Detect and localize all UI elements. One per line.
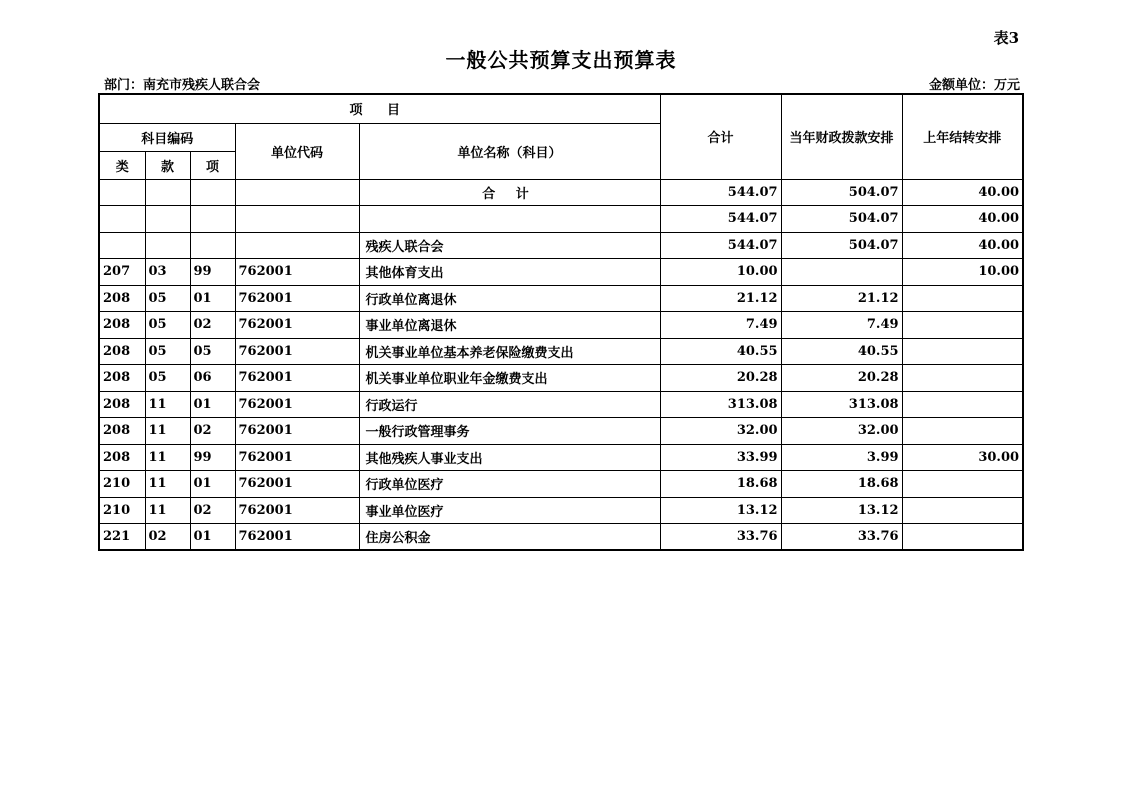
cell-unit-code: 762001: [235, 524, 359, 551]
cell-total: 33.99: [660, 444, 781, 471]
cell-total: 40.55: [660, 338, 781, 365]
cell-xiang: [190, 179, 235, 206]
header-item: 项 目: [99, 94, 660, 123]
cell-kuan: 11: [145, 471, 190, 498]
cell-unit-name: 合 计: [359, 179, 660, 206]
cell-xiang: [190, 206, 235, 233]
header-unit-name: 单位名称（科目）: [359, 123, 660, 179]
cell-lei: 210: [99, 471, 145, 498]
cell-lei: [99, 206, 145, 233]
cell-current-year: 32.00: [781, 418, 902, 445]
cell-kuan: 11: [145, 444, 190, 471]
cell-unit-name: 其他体育支出: [359, 259, 660, 286]
cell-kuan: 05: [145, 312, 190, 339]
cell-total: 10.00: [660, 259, 781, 286]
cell-total: 32.00: [660, 418, 781, 445]
cell-unit-code: 762001: [235, 418, 359, 445]
cell-current-year: 7.49: [781, 312, 902, 339]
cell-current-year: 18.68: [781, 471, 902, 498]
cell-total: 20.28: [660, 365, 781, 392]
cell-xiang: 02: [190, 418, 235, 445]
cell-unit-name: 行政单位医疗: [359, 471, 660, 498]
cell-unit-name: 行政单位离退休: [359, 285, 660, 312]
table-row: [99, 418, 1023, 445]
cell-last-year: 40.00: [902, 179, 1023, 206]
cell-current-year: 504.07: [781, 232, 902, 259]
cell-current-year: 13.12: [781, 497, 902, 524]
cell-lei: 221: [99, 524, 145, 551]
cell-last-year: [902, 471, 1023, 498]
department-label: 部门：南充市残疾人联合会: [104, 78, 261, 93]
cell-xiang: 01: [190, 524, 235, 551]
cell-kuan: 11: [145, 418, 190, 445]
cell-kuan: 05: [145, 338, 190, 365]
cell-unit-code: 762001: [235, 338, 359, 365]
cell-last-year: 40.00: [902, 206, 1023, 233]
cell-lei: 207: [99, 259, 145, 286]
cell-lei: 208: [99, 444, 145, 471]
header-xiang: 项: [190, 151, 235, 179]
cell-unit-code: 762001: [235, 444, 359, 471]
cell-lei: [99, 179, 145, 206]
cell-last-year: [902, 524, 1023, 551]
cell-total: 18.68: [660, 471, 781, 498]
table-row: [99, 497, 1023, 524]
table-row: [99, 471, 1023, 498]
cell-unit-name: 其他残疾人事业支出: [359, 444, 660, 471]
table-number: 表3: [993, 29, 1019, 47]
cell-lei: 210: [99, 497, 145, 524]
table-row: [99, 259, 1023, 286]
cell-unit-name: 残疾人联合会: [359, 232, 660, 259]
cell-lei: 208: [99, 312, 145, 339]
cell-current-year: 504.07: [781, 206, 902, 233]
amount-unit-label: 金额单位：万元: [928, 78, 1020, 93]
table-row: [99, 524, 1023, 551]
cell-current-year: 3.99: [781, 444, 902, 471]
cell-current-year: 40.55: [781, 338, 902, 365]
cell-unit-name: 事业单位医疗: [359, 497, 660, 524]
cell-total: 544.07: [660, 179, 781, 206]
cell-kuan: 11: [145, 497, 190, 524]
page-title: 一般公共预算支出预算表: [445, 48, 677, 72]
cell-kuan: 11: [145, 391, 190, 418]
cell-lei: 208: [99, 365, 145, 392]
cell-xiang: 02: [190, 312, 235, 339]
cell-xiang: 02: [190, 497, 235, 524]
cell-current-year: 21.12: [781, 285, 902, 312]
cell-lei: 208: [99, 338, 145, 365]
cell-xiang: 06: [190, 365, 235, 392]
cell-total: 13.12: [660, 497, 781, 524]
header-total: 合计: [660, 94, 781, 179]
cell-unit-code: 762001: [235, 471, 359, 498]
cell-unit-code: [235, 179, 359, 206]
cell-unit-name: 行政运行: [359, 391, 660, 418]
cell-last-year: [902, 338, 1023, 365]
header-kuan: 款: [145, 151, 190, 179]
cell-current-year: [781, 259, 902, 286]
cell-current-year: 33.76: [781, 524, 902, 551]
cell-last-year: [902, 285, 1023, 312]
cell-current-year: 504.07: [781, 179, 902, 206]
cell-kuan: 05: [145, 365, 190, 392]
cell-kuan: [145, 179, 190, 206]
cell-lei: 208: [99, 285, 145, 312]
cell-xiang: 99: [190, 444, 235, 471]
cell-unit-code: [235, 206, 359, 233]
table-row: [99, 285, 1023, 312]
cell-last-year: [902, 391, 1023, 418]
summary-row: [99, 232, 1023, 259]
cell-xiang: 05: [190, 338, 235, 365]
table-row: [99, 312, 1023, 339]
cell-kuan: 03: [145, 259, 190, 286]
cell-kuan: [145, 232, 190, 259]
cell-unit-code: 762001: [235, 285, 359, 312]
cell-current-year: 20.28: [781, 365, 902, 392]
header-last-year: 上年结转安排: [902, 94, 1023, 179]
table-row: [99, 365, 1023, 392]
cell-unit-name: 机关事业单位职业年金缴费支出: [359, 365, 660, 392]
budget-table: [98, 93, 1024, 551]
cell-unit-name: 事业单位离退休: [359, 312, 660, 339]
header-subject-code: 科目编码: [99, 123, 235, 151]
cell-total: 33.76: [660, 524, 781, 551]
cell-total: 544.07: [660, 232, 781, 259]
cell-last-year: 10.00: [902, 259, 1023, 286]
cell-unit-name: 住房公积金: [359, 524, 660, 551]
cell-total: 313.08: [660, 391, 781, 418]
table-row: [99, 338, 1023, 365]
cell-last-year: [902, 365, 1023, 392]
cell-xiang: [190, 232, 235, 259]
cell-unit-code: 762001: [235, 259, 359, 286]
cell-total: 21.12: [660, 285, 781, 312]
cell-xiang: 01: [190, 285, 235, 312]
header-unit-code: 单位代码: [235, 123, 359, 179]
cell-last-year: 40.00: [902, 232, 1023, 259]
cell-lei: [99, 232, 145, 259]
cell-last-year: 30.00: [902, 444, 1023, 471]
cell-last-year: [902, 497, 1023, 524]
cell-last-year: [902, 418, 1023, 445]
cell-kuan: [145, 206, 190, 233]
cell-total: 7.49: [660, 312, 781, 339]
cell-kuan: 05: [145, 285, 190, 312]
cell-unit-code: 762001: [235, 497, 359, 524]
cell-unit-code: 762001: [235, 312, 359, 339]
summary-row: [99, 179, 1023, 206]
cell-lei: 208: [99, 391, 145, 418]
cell-unit-code: 762001: [235, 365, 359, 392]
cell-unit-name: 机关事业单位基本养老保险缴费支出: [359, 338, 660, 365]
cell-xiang: 99: [190, 259, 235, 286]
table-row: [99, 444, 1023, 471]
cell-last-year: [902, 312, 1023, 339]
summary-row: [99, 206, 1023, 233]
cell-lei: 208: [99, 418, 145, 445]
cell-xiang: 01: [190, 391, 235, 418]
cell-xiang: 01: [190, 471, 235, 498]
cell-total: 544.07: [660, 206, 781, 233]
cell-unit-name: [359, 206, 660, 233]
header-lei: 类: [99, 151, 145, 179]
table-row: [99, 391, 1023, 418]
cell-kuan: 02: [145, 524, 190, 551]
cell-unit-code: [235, 232, 359, 259]
cell-unit-name: 一般行政管理事务: [359, 418, 660, 445]
cell-current-year: 313.08: [781, 391, 902, 418]
cell-unit-code: 762001: [235, 391, 359, 418]
header-current-year: 当年财政拨款安排: [781, 94, 902, 179]
